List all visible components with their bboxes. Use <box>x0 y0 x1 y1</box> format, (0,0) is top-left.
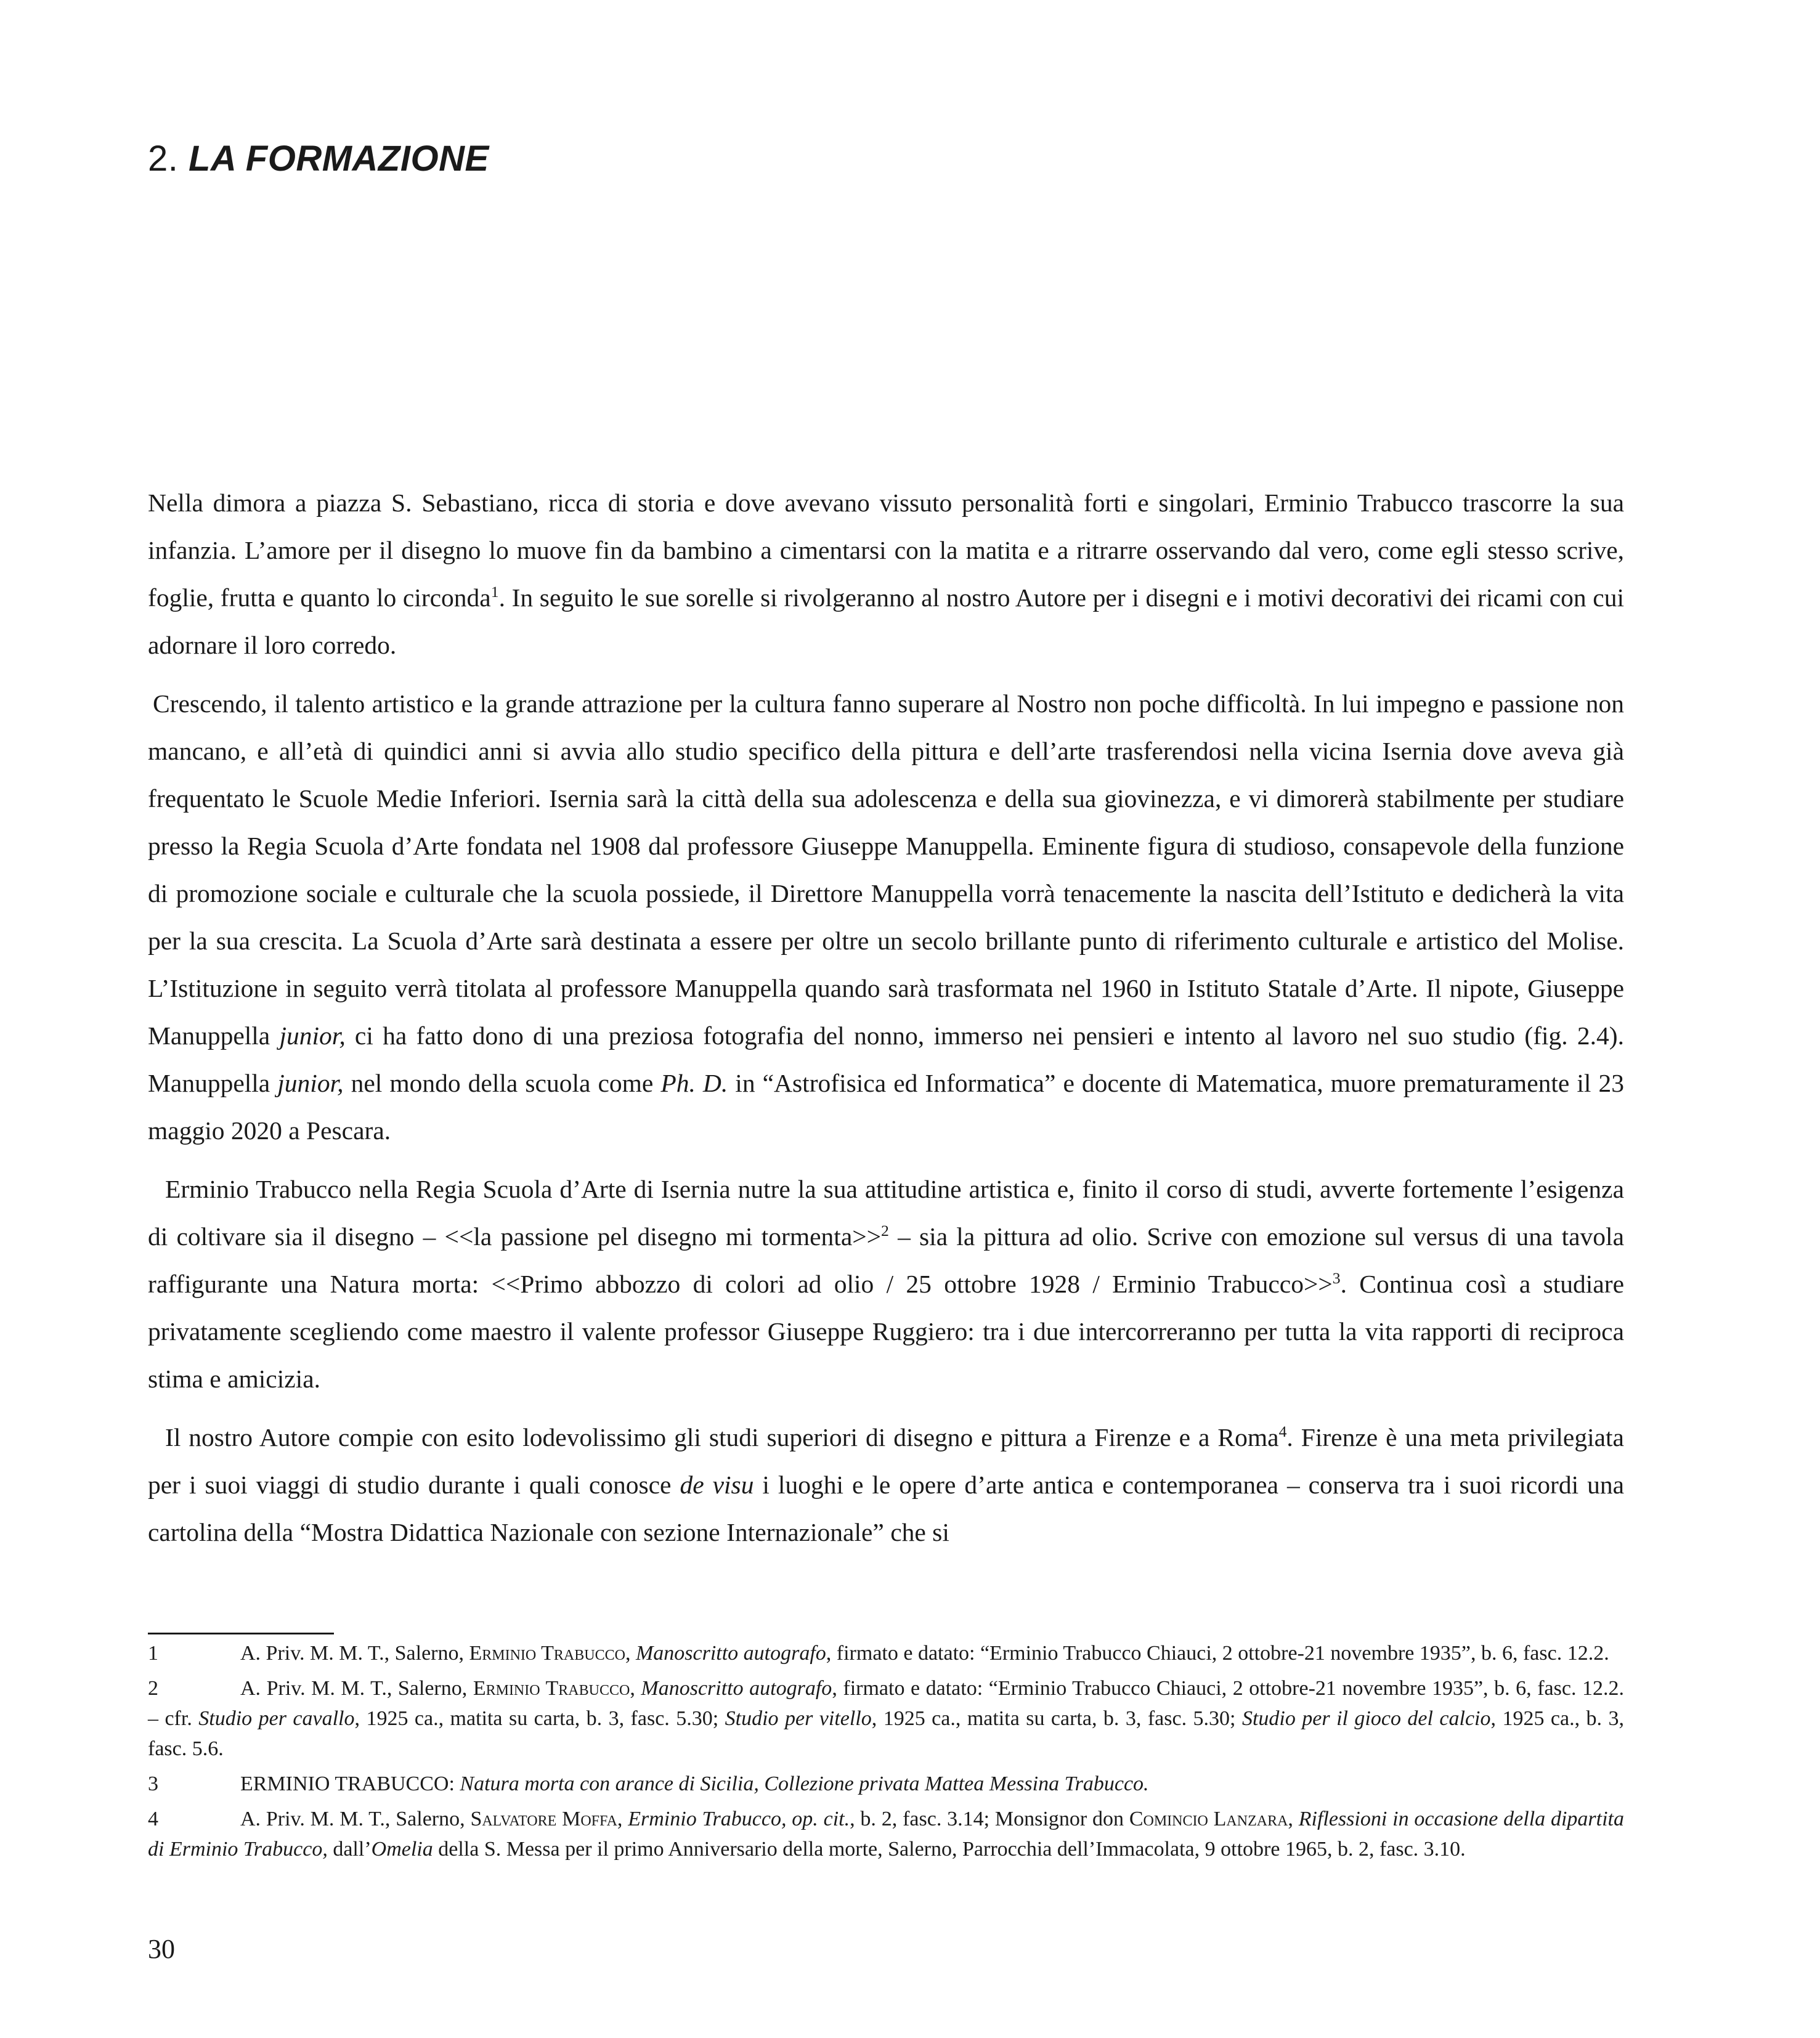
paragraph-text: Crescendo, il talento artistico e la grande attrazione per la cultura fanno superare al Nostro non poche difficoltà. In lui impegno e passione non mancano, e all’età di quindici anni si avvia allo studio specifico della pittura e dell’arte trasferendosi nella vicina Isernia dove aveva già frequentato le Scuole Medie Inferiori. Isernia sarà la città della sua adolescenza e della sua giovinezza, e vi dimorerà stabilmente per studiare presso la Regia Scuola d’Arte fondata nel 1908 dal professore Giuseppe Manuppella. Eminente figura di studioso, consapevole della funzione di promozione sociale e culturale che la scuola possiede, il Direttore Manuppella vorrà tenacemente la nascita dell’Istituto e dedicherà la vita per la sua crescita. La Scuola d’Arte sarà destinata a essere per oltre un secolo brillante punto di riferimento culturale e artistico del Molise. L’Istituzione in seguito verrà titolata al professore Manuppella quando sarà trasformata nel 1960 in Istituto Statale d’Arte. Il nipote, Giuseppe Manuppella <box>148 689 1624 1050</box>
paragraph-text: Il nostro Autore compie con esito lodevolissimo gli studi superiori di disegno e pittura a Firenze e a Roma <box>165 1423 1279 1451</box>
footnote-text: dall’ <box>327 1838 372 1861</box>
chapter-heading <box>148 137 489 181</box>
paragraph-4 <box>148 1414 1624 1556</box>
footnote-3 <box>148 1769 1624 1799</box>
footnote-text: A. Priv. M. M. T., Salerno, <box>240 1808 471 1830</box>
footnote-text: A. Priv. M. M. T., Salerno, <box>240 1642 469 1665</box>
footnote-number: 4 <box>148 1808 158 1830</box>
chapter-title: LA FORMAZIONE <box>189 139 489 179</box>
italic-text: Manoscritto autografo <box>641 1677 832 1700</box>
footnote-text: , <box>625 1642 636 1665</box>
footnote-text: , firmato e datato: “Erminio Trabucco Chiauci, 2 ottobre-21 novembre 1935”, b. 6, fasc. 12.2. – cfr. <box>148 1677 1625 1730</box>
footnote-separator <box>148 1633 334 1634</box>
italic-text: Riflessioni in occasione della dipartita di Erminio Trabucco, <box>148 1808 1625 1861</box>
footnote-number: 3 <box>148 1772 158 1795</box>
author-name: Salvatore Moffa <box>470 1808 617 1830</box>
italic-text: Ph. D. <box>660 1069 728 1097</box>
footnote-number: 1 <box>148 1642 158 1665</box>
italic-text: junior, <box>279 1021 346 1050</box>
footnote-ref-1: 1 <box>490 583 499 601</box>
footnote-ref-3: 3 <box>1332 1269 1341 1288</box>
paragraph-text: . Continua così a studiare privatamente scegliendo come maestro il valente professor Giuseppe Ruggiero: tra i due intercorreranno per tutta la vita rapporti di reciproca stima e amicizia. <box>148 1270 1624 1393</box>
footnote-1 <box>148 1638 1624 1668</box>
paragraph-text: – sia la pittura ad olio. Scrive con emozione sul versus di una tavola raffigurante una Natura morta: <<Primo abbozzo di colori ad olio / 25 ottobre 1928 / Erminio Trabucco>> <box>148 1222 1624 1298</box>
italic-text: Erminio Trabucco, op. cit. <box>628 1808 850 1830</box>
footnote-text: ERMINIO TRABUCCO: <box>240 1772 460 1795</box>
paragraph-text: Erminio Trabucco nella Regia Scuola d’Arte di Isernia nutre la sua attitudine artistica e, finito il corso di studi, avverte fortemente l’esigenza di coltivare sia il disegno – <<la passione pel disegno mi tormenta>> <box>148 1175 1624 1251</box>
paragraph-text: . In seguito le sue sorelle si rivolgeranno al nostro Autore per i disegni e i motivi decorativi dei ricami con cui adornare il loro corredo. <box>148 583 1624 659</box>
footnote-text: , 1925 ca., matita su carta, b. 3, fasc. 5.30; <box>871 1707 1242 1730</box>
chapter-number: 2. <box>148 139 179 179</box>
italic-text: de visu <box>680 1471 754 1499</box>
italic-text: Studio per il gioco del calcio <box>1241 1707 1491 1730</box>
paragraph-text: nel mondo della scuola come <box>343 1069 661 1097</box>
footnote-text: A. Priv. M. M. T., Salerno, <box>240 1677 473 1700</box>
italic-text: Natura morta con arance di Sicilia, Collezione privata Mattea Messina Trabucco. <box>460 1772 1149 1795</box>
paragraph-text: Nella dimora a piazza S. Sebastiano, ricca di storia e dove avevano vissuto personalità forti e singolari, Erminio Trabucco trascorre la sua infanzia. L’amore per il disegno lo muove fin da bambino a cimentarsi con la matita e a ritrarre osservando dal vero, come egli stesso scrive, foglie, frutta e quanto lo circonda <box>148 489 1624 612</box>
footnote-text: , 1925 ca., matita su carta, b. 3, fasc. 5.30; <box>354 1707 725 1730</box>
italic-text: Studio per cavallo <box>198 1707 355 1730</box>
author-name: Comincio Lanzara <box>1129 1808 1288 1830</box>
italic-text: Manoscritto autografo <box>635 1642 826 1665</box>
author-name: Erminio Trabucco <box>473 1677 630 1700</box>
footnote-number: 2 <box>148 1677 158 1700</box>
italic-text: junior, <box>277 1069 344 1097</box>
body-text <box>148 479 1624 1567</box>
paragraph-text: ci ha fatto dono di una preziosa fotografia del nonno, immerso nei pensieri e intento al lavoro nel suo studio (fig. 2.4). Manuppella <box>148 1021 1624 1097</box>
footnote-text: , <box>617 1808 628 1830</box>
footnote-text: , 1925 ca., b. 3, fasc. 5.6. <box>148 1707 1624 1760</box>
author-name: Erminio Trabucco <box>469 1642 625 1665</box>
footnote-text: , firmato e datato: “Erminio Trabucco Chiauci, 2 ottobre-21 novembre 1935”, b. 6, fasc. 12.2. <box>826 1642 1609 1665</box>
paragraph-text: . Firenze è una meta privilegiata per i suoi viaggi di studio durante i quali conosce <box>148 1423 1624 1499</box>
italic-text: Omelia <box>371 1838 433 1861</box>
paragraph-3 <box>148 1166 1624 1403</box>
footnote-text: , <box>1288 1808 1299 1830</box>
footnote-ref-4: 4 <box>1278 1423 1287 1441</box>
footnote-ref-2: 2 <box>881 1222 889 1240</box>
paragraph-2 <box>148 680 1624 1155</box>
footnote-text: , b. 2, fasc. 3.14; Monsignor don <box>850 1808 1129 1830</box>
footnote-text: , <box>630 1677 641 1700</box>
footnotes <box>148 1638 1624 1869</box>
footnote-2 <box>148 1673 1624 1764</box>
paragraph-text: in “Astrofisica ed Informatica” e docente di Matematica, muore prematuramente il 23 maggio 2020 a Pescara. <box>148 1069 1624 1145</box>
footnote-4 <box>148 1804 1624 1864</box>
page-number: 30 <box>148 1934 175 1964</box>
italic-text: Studio per vitello <box>725 1707 872 1730</box>
footnote-text: della S. Messa per il primo Anniversario della morte, Salerno, Parrocchia dell’Immacolata, 9 ottobre 1965, b. 2, fasc. 3.10. <box>433 1838 1466 1861</box>
paragraph-text: i luoghi e le opere d’arte antica e contemporanea – conserva tra i suoi ricordi una cartolina della “Mostra Didattica Nazionale con sezione Internazionale” che si <box>148 1471 1625 1546</box>
paragraph-1 <box>148 479 1624 669</box>
